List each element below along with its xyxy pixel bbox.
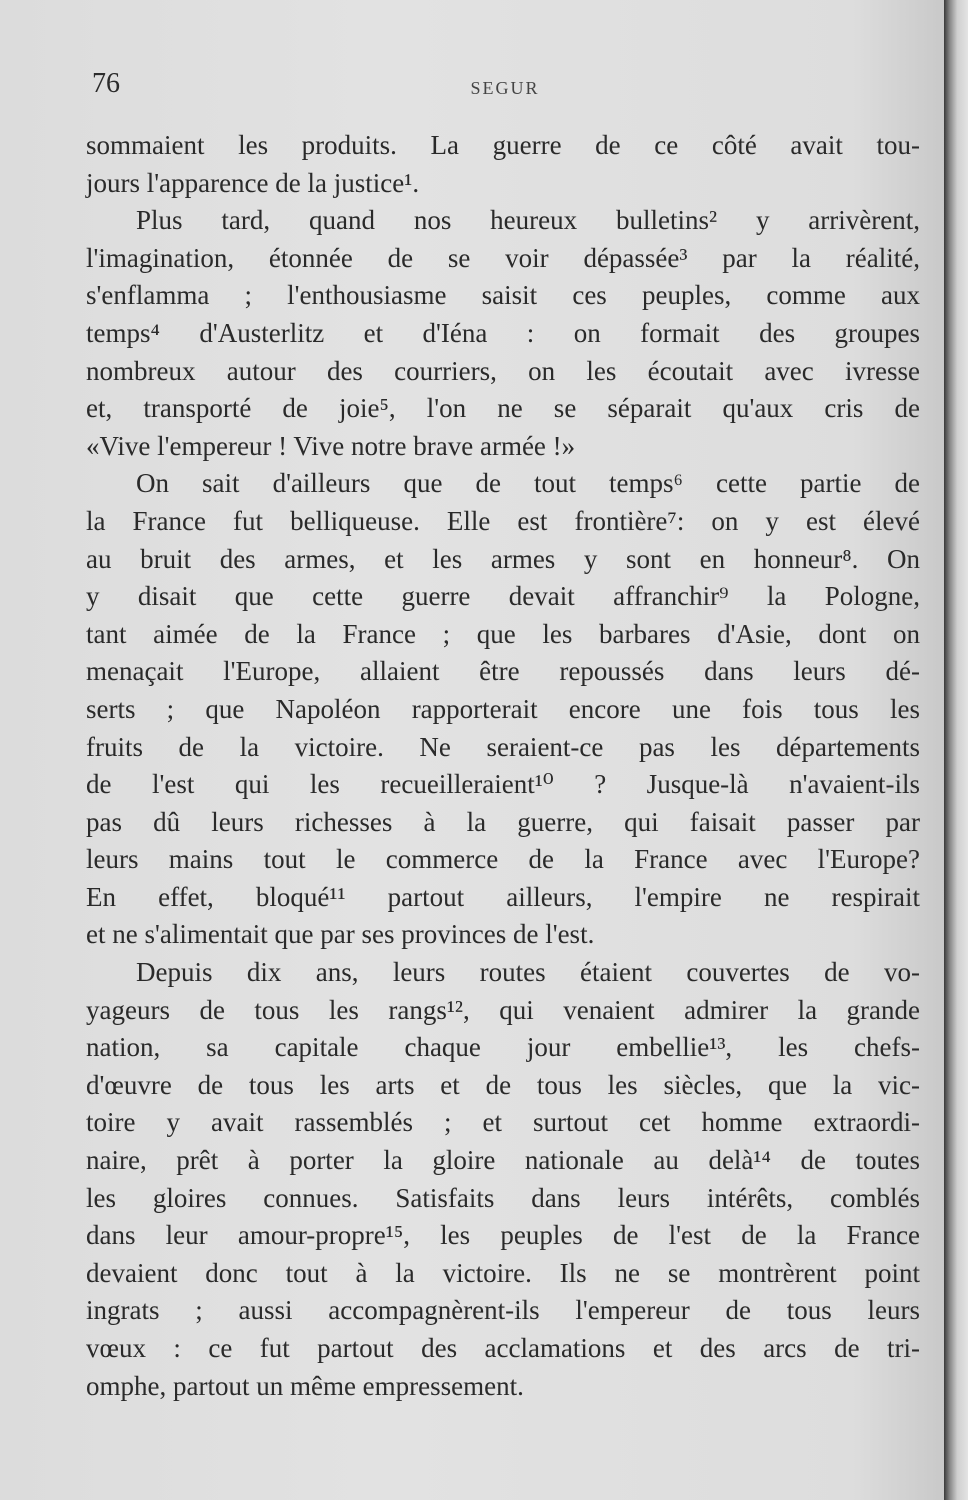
text-line: de l'est qui les recueilleraient¹⁰ ? Jusque-là n'avaient-ils xyxy=(86,769,920,800)
text-line: Plus tard, quand nos heureux bulletins² y arrivèrent, xyxy=(136,205,920,236)
text-line: menaçait l'Europe, allaient être repoussés dans leurs dé- xyxy=(86,656,920,687)
text-line: dans leur amour-propre¹⁵, les peuples de l'est de la France xyxy=(86,1220,920,1251)
text-line: En effet, bloqué¹¹ partout ailleurs, l'empire ne respirait xyxy=(86,881,920,912)
text-line: Depuis dix ans, leurs routes étaient couvertes de vo- xyxy=(136,957,920,988)
text-line: toire y avait rassemblés ; et surtout cet homme extraordi- xyxy=(86,1107,920,1138)
text-line: s'enflamma ; l'enthousiasme saisit ces peuples, comme aux xyxy=(86,280,920,311)
text-line: les gloires connues. Satisfaits dans leurs intérêts, comblés xyxy=(86,1182,920,1213)
text-line: l'imagination, étonnée de se voir dépassée³ par la réalité, xyxy=(86,242,920,273)
text-line: nombreux autour des courriers, on les écoutait avec ivresse xyxy=(86,355,920,386)
text-line: et, transporté de joie⁵, l'on ne se séparait qu'aux cris de xyxy=(86,393,920,424)
page-number: 76 xyxy=(92,68,120,99)
text-line: au bruit des armes, et les armes y sont en honneur⁸. On xyxy=(86,543,920,574)
text-line: yageurs de tous les rangs¹², qui venaient admirer la grande xyxy=(86,994,920,1025)
text-line: pas dû leurs richesses à la guerre, qui faisait passer par xyxy=(86,806,920,837)
text-line: temps⁴ d'Austerlitz et d'Iéna : on formait des groupes xyxy=(86,317,920,348)
text-line: la France fut belliqueuse. Elle est frontière⁷: on y est élevé xyxy=(86,505,920,536)
text-line: d'œuvre de tous les arts et de tous les siècles, que la vic- xyxy=(86,1069,920,1100)
book-gutter xyxy=(944,0,968,1500)
text-line: devaient donc tout à la victoire. Ils ne se montrèrent point xyxy=(86,1257,920,1288)
text-line: leurs mains tout le commerce de la France avec l'Europe? xyxy=(86,844,920,875)
text-line: nation, sa capitale chaque jour embellie¹³, les chefs- xyxy=(86,1032,920,1063)
text-line: On sait d'ailleurs que de tout temps⁶ cette partie de xyxy=(136,468,920,499)
page-header xyxy=(92,68,918,108)
text-line: vœux : ce fut partout des acclamations et des arcs de tri- xyxy=(86,1333,920,1363)
text-line: serts ; que Napoléon rapporterait encore une fois tous les xyxy=(86,693,920,724)
text-line: naire, prêt à porter la gloire nationale au delà¹⁴ de toutes xyxy=(86,1145,920,1176)
text-line: tant aimée de la France ; que les barbares d'Asie, dont on xyxy=(86,618,920,649)
text-line: «Vive l'empereur ! Vive notre brave armée !» xyxy=(86,430,576,461)
text-line: y disait que cette guerre devait affranchir⁹ la Pologne, xyxy=(86,581,920,612)
text-line: jours l'apparence de la justice¹. xyxy=(86,167,420,198)
text-line: ingrats ; aussi accompagnèrent-ils l'empereur de tous leurs xyxy=(86,1295,920,1326)
text-line: et ne s'alimentait que par ses provinces de l'est. xyxy=(86,919,595,950)
text-line: omphe, partout un même empressement. xyxy=(86,1370,524,1401)
body-text xyxy=(86,127,920,1405)
text-line: sommaient les produits. La guerre de ce côté avait tou- xyxy=(86,130,920,160)
text-line: fruits de la victoire. Ne seraient-ce pas les départements xyxy=(86,731,920,762)
running-head: SEGUR xyxy=(470,78,540,98)
